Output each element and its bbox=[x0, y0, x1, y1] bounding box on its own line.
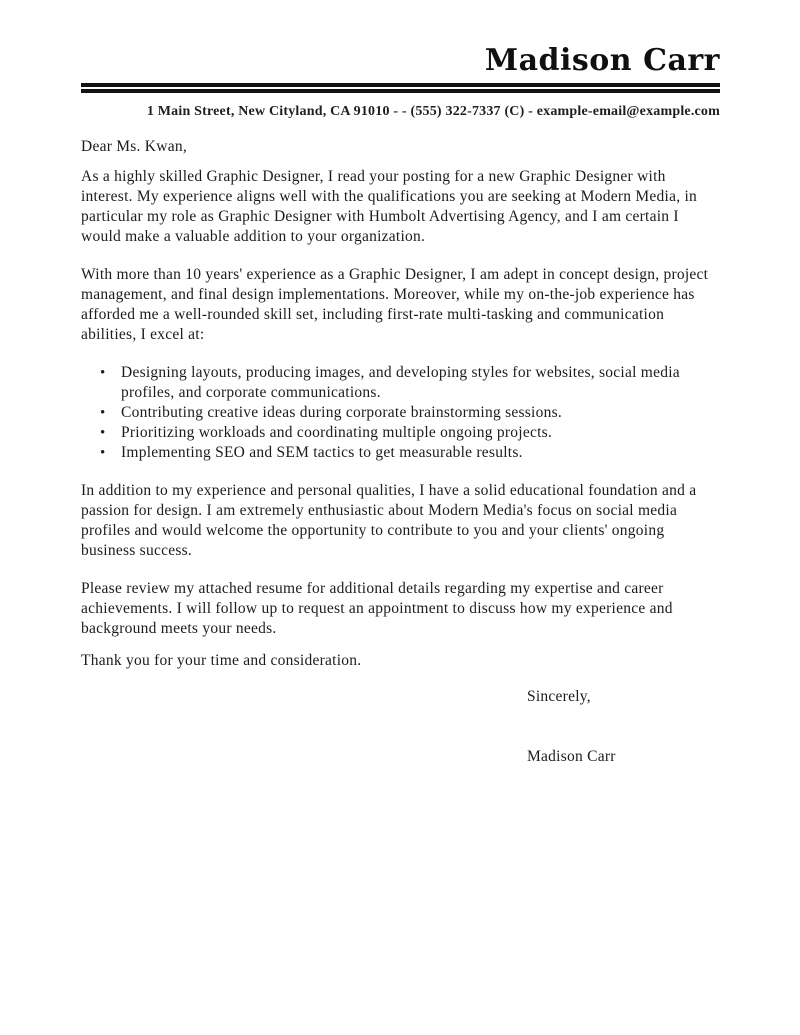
paragraph-intro: As a highly skilled Graphic Designer, I read your posting for a new Graphic Designer with interest. My experience aligns well with the qualifications you are seeking at Modern Media, in particular my role as Graphic Designer with Humbolt Advertising Agency, and I am certain I would make a valuable addition to your organization. bbox=[81, 168, 698, 245]
signature-name: Madison Carr bbox=[527, 748, 616, 765]
skills-bullet-list bbox=[81, 363, 720, 463]
bullet-item-contributing: • Contributing creative ideas during corporate brainstorming sessions. bbox=[121, 403, 720, 423]
page-title: Madison Carr bbox=[484, 43, 720, 78]
paragraph-thanks: Thank you for your time and consideration. bbox=[81, 652, 362, 669]
letter-body bbox=[81, 137, 720, 767]
bullet-item-implementing: • Implementing SEO and SEM tactics to get measurable results. bbox=[121, 443, 720, 463]
contact-line: 1 Main Street, New Cityland, CA 91010 - - (555) 322-7337 (C) - example-email@example.com bbox=[146, 104, 720, 119]
paragraph-resume: Please review my attached resume for additional details regarding my expertise and career achievements. I will follow up to request an appointment to discuss how my experience and background meets your needs. bbox=[81, 580, 673, 637]
bullet-item-prioritizing: • Prioritizing workloads and coordinating multiple ongoing projects. bbox=[121, 423, 720, 443]
bullet-item-designing: • Designing layouts, producing images, and developing styles for websites, social media profiles, and corporate communications. bbox=[121, 363, 720, 403]
paragraph-education: In addition to my experience and personal qualities, I have a solid educational foundation and a passion for design. I am extremely enthusiastic about Modern Media's focus on social media profiles and would welcome the opportunity to contribute to you and your clients' ongoing business success. bbox=[81, 482, 697, 559]
header-divider bbox=[81, 83, 720, 93]
paragraph-experience: With more than 10 years' experience as a Graphic Designer, I am adept in concept design, project management, and final design implementations. Moreover, while my on-the-job experience has afforded me a well-rounded skill set, including first-rate multi-tasking and communication abilities, I excel at: bbox=[81, 266, 709, 343]
letter-header bbox=[81, 44, 720, 121]
signoff: Sincerely, bbox=[527, 688, 591, 705]
signature-block bbox=[527, 687, 720, 767]
salutation: Dear Ms. Kwan, bbox=[81, 138, 187, 155]
